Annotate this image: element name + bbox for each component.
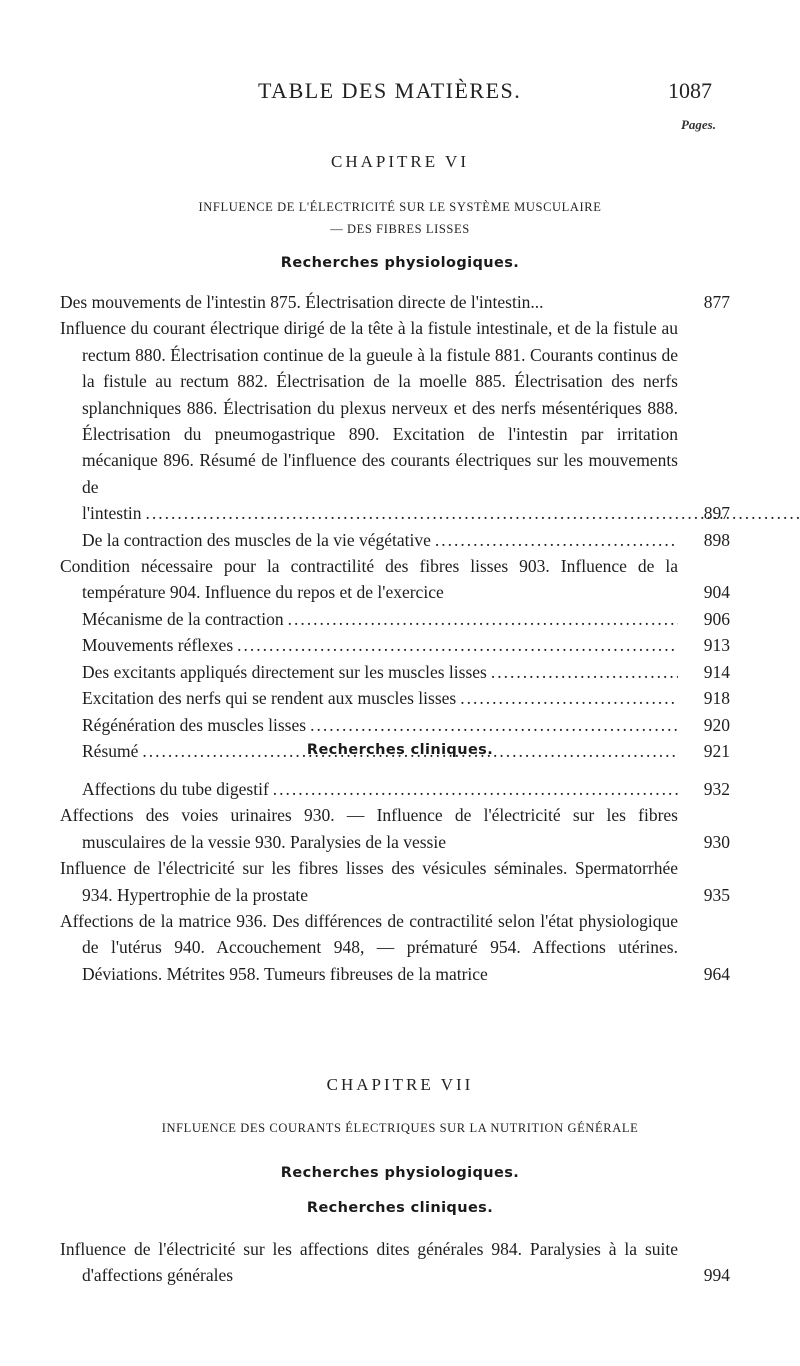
toc-entry[interactable] bbox=[60, 776, 730, 802]
toc-entry-page: 904 bbox=[703, 582, 730, 603]
dot-leader bbox=[460, 685, 678, 711]
chapter-6-clinical-heading: Recherches cliniques. bbox=[306, 742, 494, 758]
toc-entry-text: Condition nécessaire pour la contractilité des fibres lisses 903. Influence de la température 904. Influence du repos et de l'exercice bbox=[60, 556, 678, 603]
toc-entry-page: 898 bbox=[703, 529, 730, 550]
toc-entry-page: 914 bbox=[703, 661, 730, 682]
toc-entry[interactable] bbox=[60, 908, 730, 987]
toc-entry-page: 964 bbox=[703, 963, 730, 984]
chapter-6-clinical-entries bbox=[60, 776, 730, 987]
toc-entry-text: Des excitants appliqués directement sur les muscles lisses bbox=[82, 661, 487, 682]
toc-entry-text: Résumé bbox=[82, 740, 139, 761]
toc-entry[interactable] bbox=[60, 802, 730, 855]
toc-entry-page: 930 bbox=[703, 831, 730, 852]
toc-entry[interactable] bbox=[60, 527, 730, 553]
toc-entry[interactable] bbox=[60, 606, 730, 632]
chapter-6-physiological-heading: Recherches physiologiques. bbox=[280, 255, 520, 271]
dot-leader bbox=[491, 659, 678, 685]
toc-entry[interactable] bbox=[60, 632, 730, 658]
dot-leader bbox=[435, 527, 678, 553]
toc-entry[interactable] bbox=[60, 712, 730, 738]
toc-entry[interactable] bbox=[60, 855, 730, 908]
running-title: TABLE DES MATIÈRES. bbox=[258, 78, 522, 103]
toc-entry[interactable] bbox=[60, 1236, 730, 1289]
toc-entry-page: 877 bbox=[703, 292, 730, 312]
chapter-6-subtitle-line-1: INFLUENCE DE L'ÉLECTRICITÉ SUR LE SYSTÈME MUSCULAIRE bbox=[198, 200, 602, 214]
chapter-6-title: CHAPITRE VI bbox=[331, 152, 469, 171]
running-head bbox=[0, 78, 800, 108]
toc-entry-text: Influence de l'électricité sur les fibres lisses des vésicules séminales. Spermatorrhée 934. Hypertrophie de la prostate bbox=[60, 858, 678, 905]
toc-entry[interactable] bbox=[60, 685, 730, 711]
toc-entry-page: 920 bbox=[703, 714, 730, 735]
toc-entry-text: Mouvements réflexes bbox=[82, 635, 234, 656]
dot-leader bbox=[237, 632, 678, 658]
toc-entry[interactable] bbox=[60, 553, 730, 606]
toc-entry-page: 897 bbox=[703, 503, 730, 524]
toc-entry-page: 994 bbox=[703, 1265, 730, 1286]
chapter-7-subtitle: INFLUENCE DES COURANTS ÉLECTRIQUES SUR LA NUTRITION GÉNÉRALE bbox=[161, 1121, 639, 1135]
chapter-7-title: CHAPITRE VII bbox=[326, 1075, 474, 1094]
toc-entry-page: 935 bbox=[703, 884, 730, 905]
pages-column-label: Pages. bbox=[680, 117, 716, 132]
chapter-7-clinical-heading: Recherches cliniques. bbox=[306, 1200, 494, 1216]
toc-entry[interactable] bbox=[60, 315, 730, 526]
toc-entry-text: Affections de la matrice 936. Des différences de contractilité selon l'état physiologique de l'utérus 940. Accouchement 948, — prématuré 954. Affections utérines. Déviations. Métrites 958. Tumeurs fibreuses de la matrice bbox=[60, 911, 678, 984]
toc-entry-page: 932 bbox=[703, 779, 730, 799]
chapter-7-entries bbox=[60, 1236, 730, 1289]
chapter-6-physiological-entries bbox=[60, 289, 730, 764]
toc-entry-page: 913 bbox=[703, 635, 730, 656]
toc-entry[interactable] bbox=[60, 659, 730, 685]
toc-entry-page: 918 bbox=[703, 688, 730, 709]
toc-entry-text: Mécanisme de la contraction bbox=[82, 608, 284, 629]
page-number: 1087 bbox=[668, 78, 712, 103]
toc-entry-page: 921 bbox=[703, 740, 730, 761]
toc-entry-text: De la contraction des muscles de la vie végétative bbox=[82, 529, 431, 550]
dot-leader bbox=[288, 606, 678, 632]
chapter-6-subtitle-line-2: — DES FIBRES LISSES bbox=[330, 222, 470, 236]
toc-entry-text: Influence du courant électrique dirigé de la tête à la fistule intestinale, et de la fistule au rectum 880. Électrisation continue de la gueule à la fistule 881. Courants continus de la fistule au rectum 882. Électrisation de la moelle 885. Électrisation des nerfs splanchniques 886. Électrisation du plexus nerveux et des nerfs mésentériques 888. Électrisation du pneumogastrique 890. Excitation de l'intestin par irritation mécanique 896. Résumé de l'influence des courants électriques sur les mouvements de l'intestin bbox=[60, 318, 678, 524]
toc-entry-text: Affections des voies urinaires 930. — Influence de l'électricité sur les fibres musculaires de la vessie 930. Paralysies de la vessie bbox=[60, 805, 678, 852]
toc-entry[interactable] bbox=[60, 289, 730, 315]
toc-entry-text: Régénération des muscles lisses bbox=[82, 714, 307, 735]
dot-leader bbox=[273, 776, 678, 802]
toc-entry-text: Affections du tube digestif bbox=[82, 779, 269, 799]
toc-entry-page: 906 bbox=[703, 608, 730, 629]
chapter-7-physiological-heading: Recherches physiologiques. bbox=[280, 1165, 520, 1181]
toc-entry-text: Excitation des nerfs qui se rendent aux muscles lisses bbox=[82, 688, 457, 709]
toc-entry-text: Des mouvements de l'intestin 875. Électrisation directe de l'intestin... bbox=[60, 292, 544, 312]
dot-leader bbox=[310, 712, 678, 738]
toc-entry-text: Influence de l'électricité sur les affections dites générales 984. Paralysies à la suite d'affections générales bbox=[60, 1239, 678, 1286]
